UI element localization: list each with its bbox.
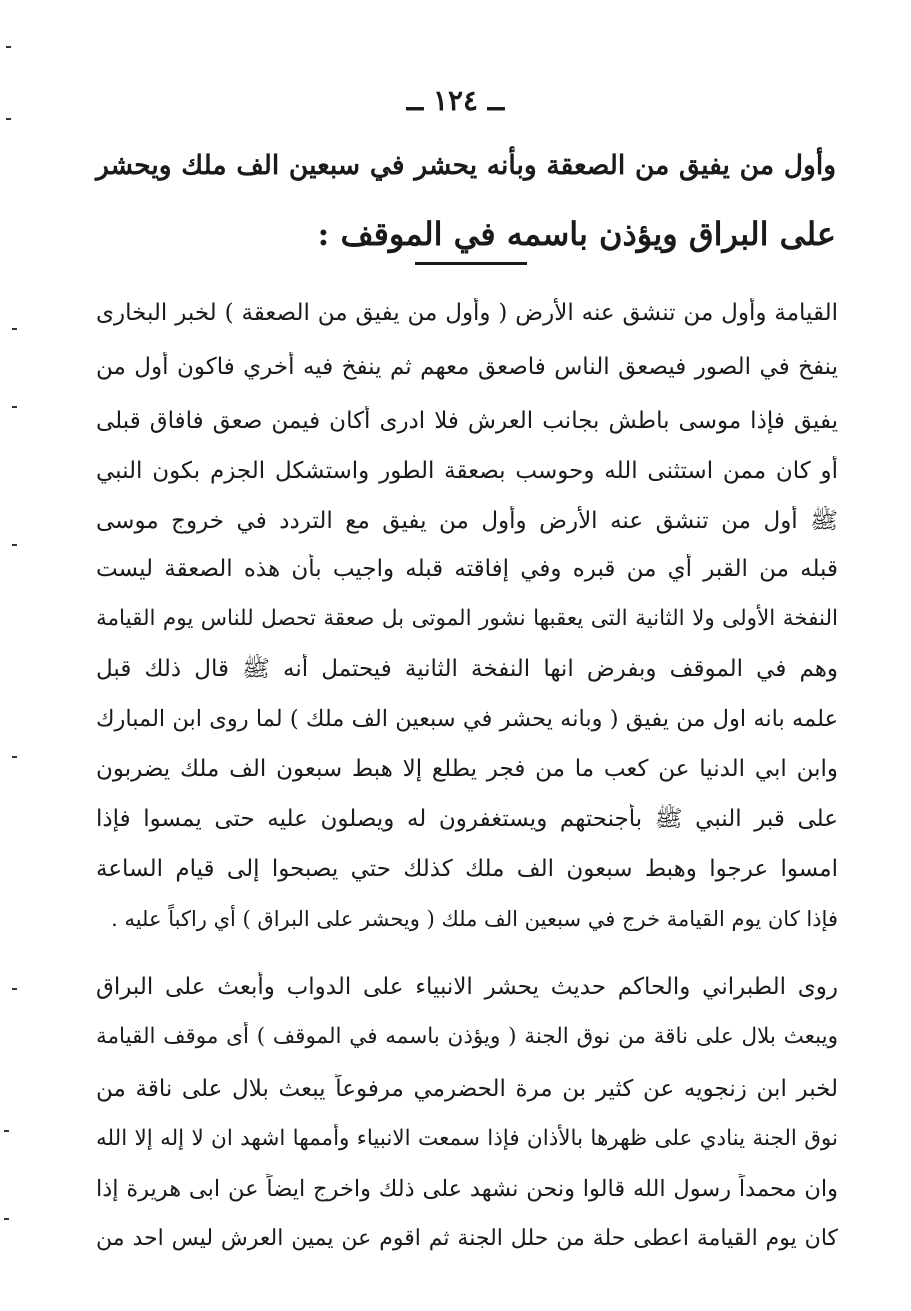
commentary-line: ينفخ في الصور فيصعق الناس فاصعق معهم ثم ينفخ فيه أخري فاكون أول من (96, 354, 838, 380)
commentary-line: ويبعث بلال على ناقة من نوق الجنة ( ويؤذن باسمه في الموقف ) أى موقف القيامة (96, 1024, 838, 1049)
commentary-line: على قبر النبي ﷺ بأجنحتهم ويستغفرون له ويصلون عليه حتى يمسوا فإذا (96, 806, 838, 832)
commentary-line: فإذا كان يوم القيامة خرج في سبعين الف ملك ( ويحشر على البراق ) أي راكباً عليه . (111, 907, 838, 931)
commentary-line: النفخة الأولى ولا الثانية التى يعقبها نشور الموتى بل صعقة تحصل للناس يوم القيامة (96, 606, 838, 631)
margin-mark (4, 1130, 9, 1132)
commentary-line: امسوا عرجوا وهبط سبعون الف ملك كذلك حتي يصبحوا إلى قيام الساعة (96, 856, 838, 882)
page-number: ــ ١٢٤ ــ (406, 84, 505, 117)
margin-mark (4, 1218, 9, 1220)
commentary-line: وابن ابي الدنيا عن كعب ما من فجر يطلع إلا هبط سبعون الف ملك يضربون (96, 756, 838, 782)
matn-line-1: وأول من يفيق من الصعقة وبأنه يحشر في سبعين الف ملك ويحشر (96, 150, 836, 181)
commentary-line: قبله من القبر أي من قبره وفي إفاقته قبله واجيب بأن هذه الصعقة ليست (96, 556, 838, 582)
commentary-line: ﷺ أول من تنشق عنه الأرض وأول من يفيق مع التردد في خروج موسى (96, 508, 838, 534)
commentary-line: روى الطبراني والحاكم حديث يحشر الانبياء على الدواب وأبعث على البراق (96, 974, 838, 1000)
commentary-line: وهم في الموقف وبفرض انها النفخة الثانية فيحتمل أنه ﷺ قال ذلك قبل (96, 656, 838, 682)
margin-mark (12, 406, 17, 408)
commentary-line: وان محمداً رسول الله قالوا ونحن نشهد على ذلك واخرج ايضاً عن ابى هريرة إذا (96, 1176, 838, 1202)
margin-mark (12, 988, 17, 990)
matn-line-2: على البراق ويؤذن باسمه في الموقف : (317, 215, 836, 253)
margin-mark (6, 118, 11, 120)
commentary-line: أو كان ممن استثنى الله وحوسب بصعقة الطور واستشكل الجزم بكون النبي (96, 458, 838, 484)
commentary-line: القيامة وأول من تنشق عنه الأرض ( وأول من يفيق من الصعقة ) لخبر البخارى (96, 300, 838, 326)
commentary-line: يفيق فإذا موسى باطش بجانب العرش فلا ادرى أكان فيمن صعق فافاق قبلى (96, 408, 838, 434)
commentary-line: نوق الجنة ينادي على ظهرها بالأذان فإذا سمعت الانبياء وأممها اشهد ان لا إله إلا الله (96, 1126, 838, 1151)
margin-mark (12, 328, 17, 330)
commentary-line: كان يوم القيامة اعطى حلة من حلل الجنة ثم اقوم عن يمين العرش ليس احد من (96, 1226, 838, 1251)
margin-mark (6, 46, 11, 48)
commentary-line: لخبر ابن زنجويه عن كثير بن مرة الحضرمي مرفوعاً يبعث بلال على ناقة من (96, 1076, 838, 1102)
margin-mark (12, 756, 17, 758)
commentary-line: علمه بانه اول من يفيق ( وبانه يحشر في سبعين الف ملك ) لما روى ابن المبارك (96, 706, 838, 732)
margin-mark (12, 544, 17, 546)
matn-underline (415, 262, 527, 265)
